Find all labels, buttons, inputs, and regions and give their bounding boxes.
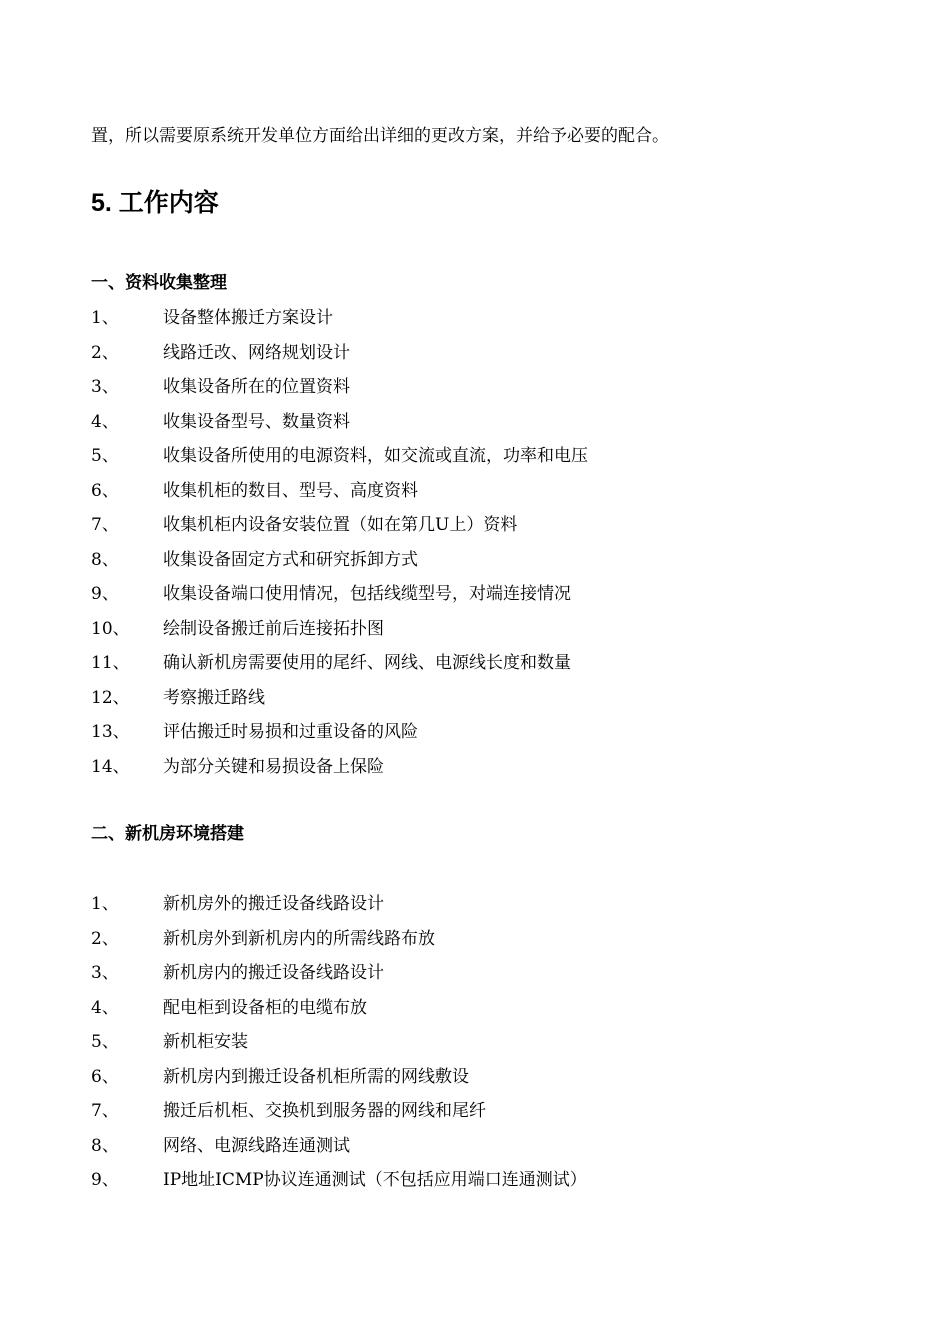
list-item bbox=[91, 1098, 587, 1133]
list-item-text: 收集设备型号、数量资料 bbox=[163, 411, 350, 432]
list-item-text: 收集设备端口使用情况，包括线缆型号，对端连接情况 bbox=[163, 584, 571, 604]
list-item bbox=[91, 409, 588, 444]
section-heading: 5. 工作内容 bbox=[91, 189, 219, 217]
list-item-number: 4、 bbox=[91, 411, 119, 432]
list-item-text: 配电柜到设备柜的电缆布放 bbox=[163, 997, 367, 1018]
list-item-text: 线路迁改、网络规划设计 bbox=[163, 342, 350, 363]
new-room-setup-list bbox=[91, 891, 587, 1202]
list-item bbox=[91, 478, 588, 513]
list-item bbox=[91, 926, 587, 961]
list-item-text: 考察搬迁路线 bbox=[163, 687, 265, 708]
list-item bbox=[91, 719, 588, 754]
list-item-number: 2、 bbox=[91, 928, 119, 949]
list-item-number: 2、 bbox=[91, 342, 119, 363]
list-item-text: 收集设备所使用的电源资料，如交流或直流，功率和电压 bbox=[163, 446, 588, 466]
list-item-number: 5、 bbox=[91, 446, 119, 466]
list-item-text: 为部分关键和易损设备上保险 bbox=[163, 756, 384, 777]
list-item-number: 7、 bbox=[91, 515, 119, 535]
list-item bbox=[91, 305, 588, 340]
list-item bbox=[91, 685, 588, 720]
list-item-number: 10、 bbox=[91, 618, 130, 639]
list-item-number: 3、 bbox=[91, 963, 119, 983]
list-item-number: 3、 bbox=[91, 377, 119, 397]
list-item bbox=[91, 891, 587, 926]
list-item bbox=[91, 374, 588, 409]
list-item bbox=[91, 443, 588, 478]
list-item bbox=[91, 581, 588, 616]
list-item-text: 搬迁后机柜、交换机到服务器的网线和尾纤 bbox=[163, 1101, 486, 1121]
list-item-text: 收集设备所在的位置资料 bbox=[163, 377, 350, 397]
list-item-number: 1、 bbox=[91, 894, 119, 914]
list-item-number: 9、 bbox=[91, 584, 119, 604]
list-item-text: 新机房外到新机房内的所需线路布放 bbox=[163, 928, 435, 949]
list-item-text: 确认新机房需要使用的尾纤、网线、电源线长度和数量 bbox=[163, 653, 571, 673]
list-item-number: 4、 bbox=[91, 997, 119, 1018]
list-item-text: 收集机柜内设备安装位置（如在第几U上）资料 bbox=[163, 515, 518, 535]
list-item bbox=[91, 512, 588, 547]
list-item-text: 网络、电源线路连通测试 bbox=[163, 1135, 350, 1156]
list-item-number: 9、 bbox=[91, 1170, 119, 1190]
list-item-number: 5、 bbox=[91, 1032, 119, 1052]
list-item bbox=[91, 1029, 587, 1064]
list-item bbox=[91, 1133, 587, 1168]
list-item-text: 新机房内到搬迁设备机柜所需的网线敷设 bbox=[163, 1066, 469, 1087]
list-item-text: 新机房内的搬迁设备线路设计 bbox=[163, 963, 384, 983]
list-item-text: 绘制设备搬迁前后连接拓扑图 bbox=[163, 618, 384, 639]
list-item-number: 8、 bbox=[91, 1135, 119, 1156]
list-item bbox=[91, 1167, 587, 1202]
subsection-heading-new-room-setup: 二、新机房环境搭建 bbox=[91, 824, 244, 844]
list-item-text: 设备整体搬迁方案设计 bbox=[163, 308, 333, 328]
intro-paragraph: 置，所以需要原系统开发单位方面给出详细的更改方案，并给予必要的配合。 bbox=[91, 126, 669, 146]
list-item bbox=[91, 616, 588, 651]
list-item-number: 13、 bbox=[91, 722, 130, 742]
list-item-number: 8、 bbox=[91, 549, 119, 570]
list-item-text: 收集机柜的数目、型号、高度资料 bbox=[163, 480, 418, 501]
list-item bbox=[91, 995, 587, 1030]
list-item bbox=[91, 340, 588, 375]
list-item-text: 新机柜安装 bbox=[163, 1032, 248, 1052]
list-item bbox=[91, 650, 588, 685]
list-item-number: 12、 bbox=[91, 687, 130, 708]
list-item-text: 收集设备固定方式和研究拆卸方式 bbox=[163, 549, 418, 570]
list-item-number: 6、 bbox=[91, 480, 119, 501]
list-item bbox=[91, 754, 588, 789]
list-item bbox=[91, 960, 587, 995]
list-item-text: 新机房外的搬迁设备线路设计 bbox=[163, 894, 384, 914]
list-item-number: 14、 bbox=[91, 756, 130, 777]
data-collection-list bbox=[91, 305, 588, 788]
list-item-text: IP地址ICMP协议连通测试（不包括应用端口连通测试） bbox=[163, 1170, 587, 1190]
list-item bbox=[91, 1064, 587, 1099]
list-item-number: 7、 bbox=[91, 1101, 119, 1121]
subsection-heading-data-collection: 一、资料收集整理 bbox=[91, 273, 227, 293]
list-item-text: 评估搬迁时易损和过重设备的风险 bbox=[163, 722, 418, 742]
list-item-number: 6、 bbox=[91, 1066, 119, 1087]
list-item bbox=[91, 547, 588, 582]
list-item-number: 11、 bbox=[91, 653, 130, 673]
list-item-number: 1、 bbox=[91, 308, 119, 328]
